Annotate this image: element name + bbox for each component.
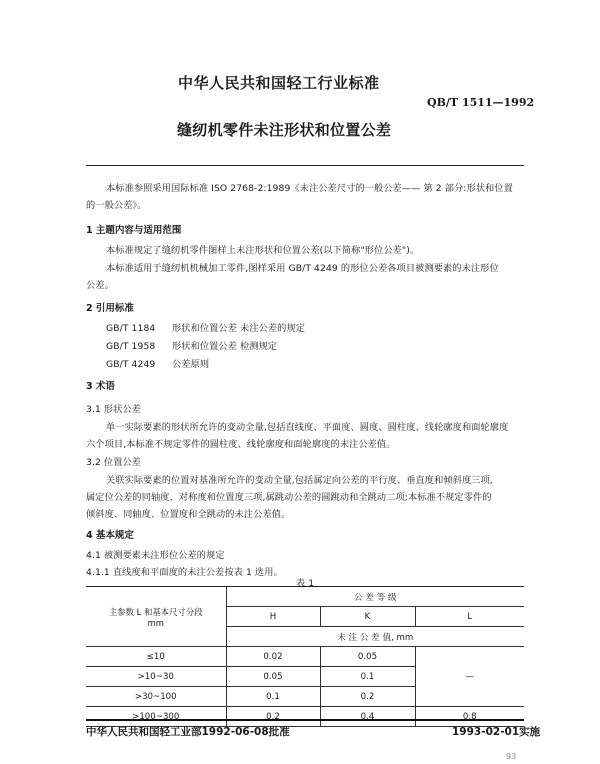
table-row-range: >30~100 [86,687,226,707]
row-header-line-1: 主参数 L 和基本尺寸分段 [108,606,203,617]
table-row-range: >100~300 [86,707,226,727]
reference-code: GB/T 1184 [106,323,156,334]
reference-code: GB/T 1958 [106,341,156,352]
grade-k: K [320,607,415,627]
approval-line: 中华人民共和国轻工业部1992-06-08批准 [86,726,290,738]
table-cell-k: 0.2 [320,687,415,707]
section-3-2-para-line-3: 倾斜度、同轴度、位置度和全跳动的未注公差值。 [86,509,291,520]
section-1-para-2-line-1: 本标准适用于缝纫机机械加工零件,图样采用 GB/T 4249 的形位公差各项目被测要素的未注形位 [106,263,499,274]
grade-l: L [415,607,524,627]
row-header-line-2: mm [147,617,164,628]
reference-title: 公差原则 [172,359,210,370]
section-2-heading: 2 引用标准 [86,303,134,314]
section-3-2-para-line-1: 关联实际要素的位置对基准所允许的变动全量,包括属定向公差的平行度、垂直度和倾斜度三项, [106,475,493,486]
header-rule [86,165,524,166]
table-cell-k: 0.4 [320,707,415,727]
section-3-1-heading: 3.1 形状公差 [86,404,142,415]
standard-org-title: 中华人民共和国轻工行业标准 [178,74,380,92]
table-cell-h: 0.2 [226,707,320,727]
table-cell-l-merged: — [415,647,524,707]
section-1-para-1: 本标准规定了缝纫机零件图样上未注形状和位置公差(以下简称"形位公差")。 [106,245,420,256]
section-3-1-para-line-1: 单一实际要素的形状所允许的变动全量,包括直线度、平面度、圆度、圆柱度、线轮廓度和面轮廓度 [106,422,509,433]
table-row-range: ≤10 [86,647,226,667]
table-cell-h: 0.05 [226,667,320,687]
reference-code: GB/T 4249 [106,359,156,370]
table-row-range: >10~30 [86,667,226,687]
section-3-2-heading: 3.2 位置公差 [86,457,142,468]
table-cell-h: 0.02 [226,647,320,667]
reference-title: 形状和位置公差 检测规定 [172,341,278,352]
reference-item [106,320,305,334]
table-cell-l: 0.8 [415,707,524,727]
intro-line-1: 本标准参照采用国际标准 ISO 2768-2:1989《未注公差尺寸的一般公差—— 第 2 部分:形状和位置 [106,183,513,194]
intro-line-2: 的一般公差》。 [86,200,147,211]
section-3-1-para-line-2: 六个项目,本标准不规定零件的圆柱度、线轮廓度和面轮廓度的未注公差值。 [86,439,396,450]
section-3-2-para-line-2: 属定位公差的同轴度、对称度和位置度三项,属跳动公差的圆跳动和全跳动二项;本标准不规定零件的 [86,492,492,503]
effective-date: 1993-02-01实施 [452,726,541,738]
section-1-para-2-line-2: 公差。 [86,280,114,291]
grade-h: H [226,607,320,627]
table-caption: 表 1 [296,578,315,589]
footer-rule [86,719,524,721]
row-header-cell [86,587,226,647]
unit-header: 未 注 公 差 值, mm [226,627,524,647]
reference-title: 形状和位置公差 未注公差的规定 [172,323,306,334]
section-3-heading: 3 术语 [86,381,115,392]
section-4-1-heading: 4.1 被测要素未注形位公差的规定 [86,550,225,561]
document-title: 缝纫机零件未注形状和位置公差 [177,121,392,139]
table-cell-k: 0.1 [320,667,415,687]
section-4-1-1-heading: 4.1.1 直线度和平面度的未注公差按表 1 选用。 [86,567,283,578]
table-cell-k: 0.05 [320,647,415,667]
section-1-heading: 1 主题内容与适用范围 [86,225,182,236]
section-4-heading: 4 基本规定 [86,530,134,541]
page-mark: 93 [506,752,517,761]
table-cell-h: 0.1 [226,687,320,707]
standard-code: QB/T 1511—1992 [427,96,535,109]
grade-header: 公 差 等 级 [226,587,524,607]
tolerance-table [86,586,524,727]
reference-item [106,356,209,370]
reference-item [106,338,277,352]
